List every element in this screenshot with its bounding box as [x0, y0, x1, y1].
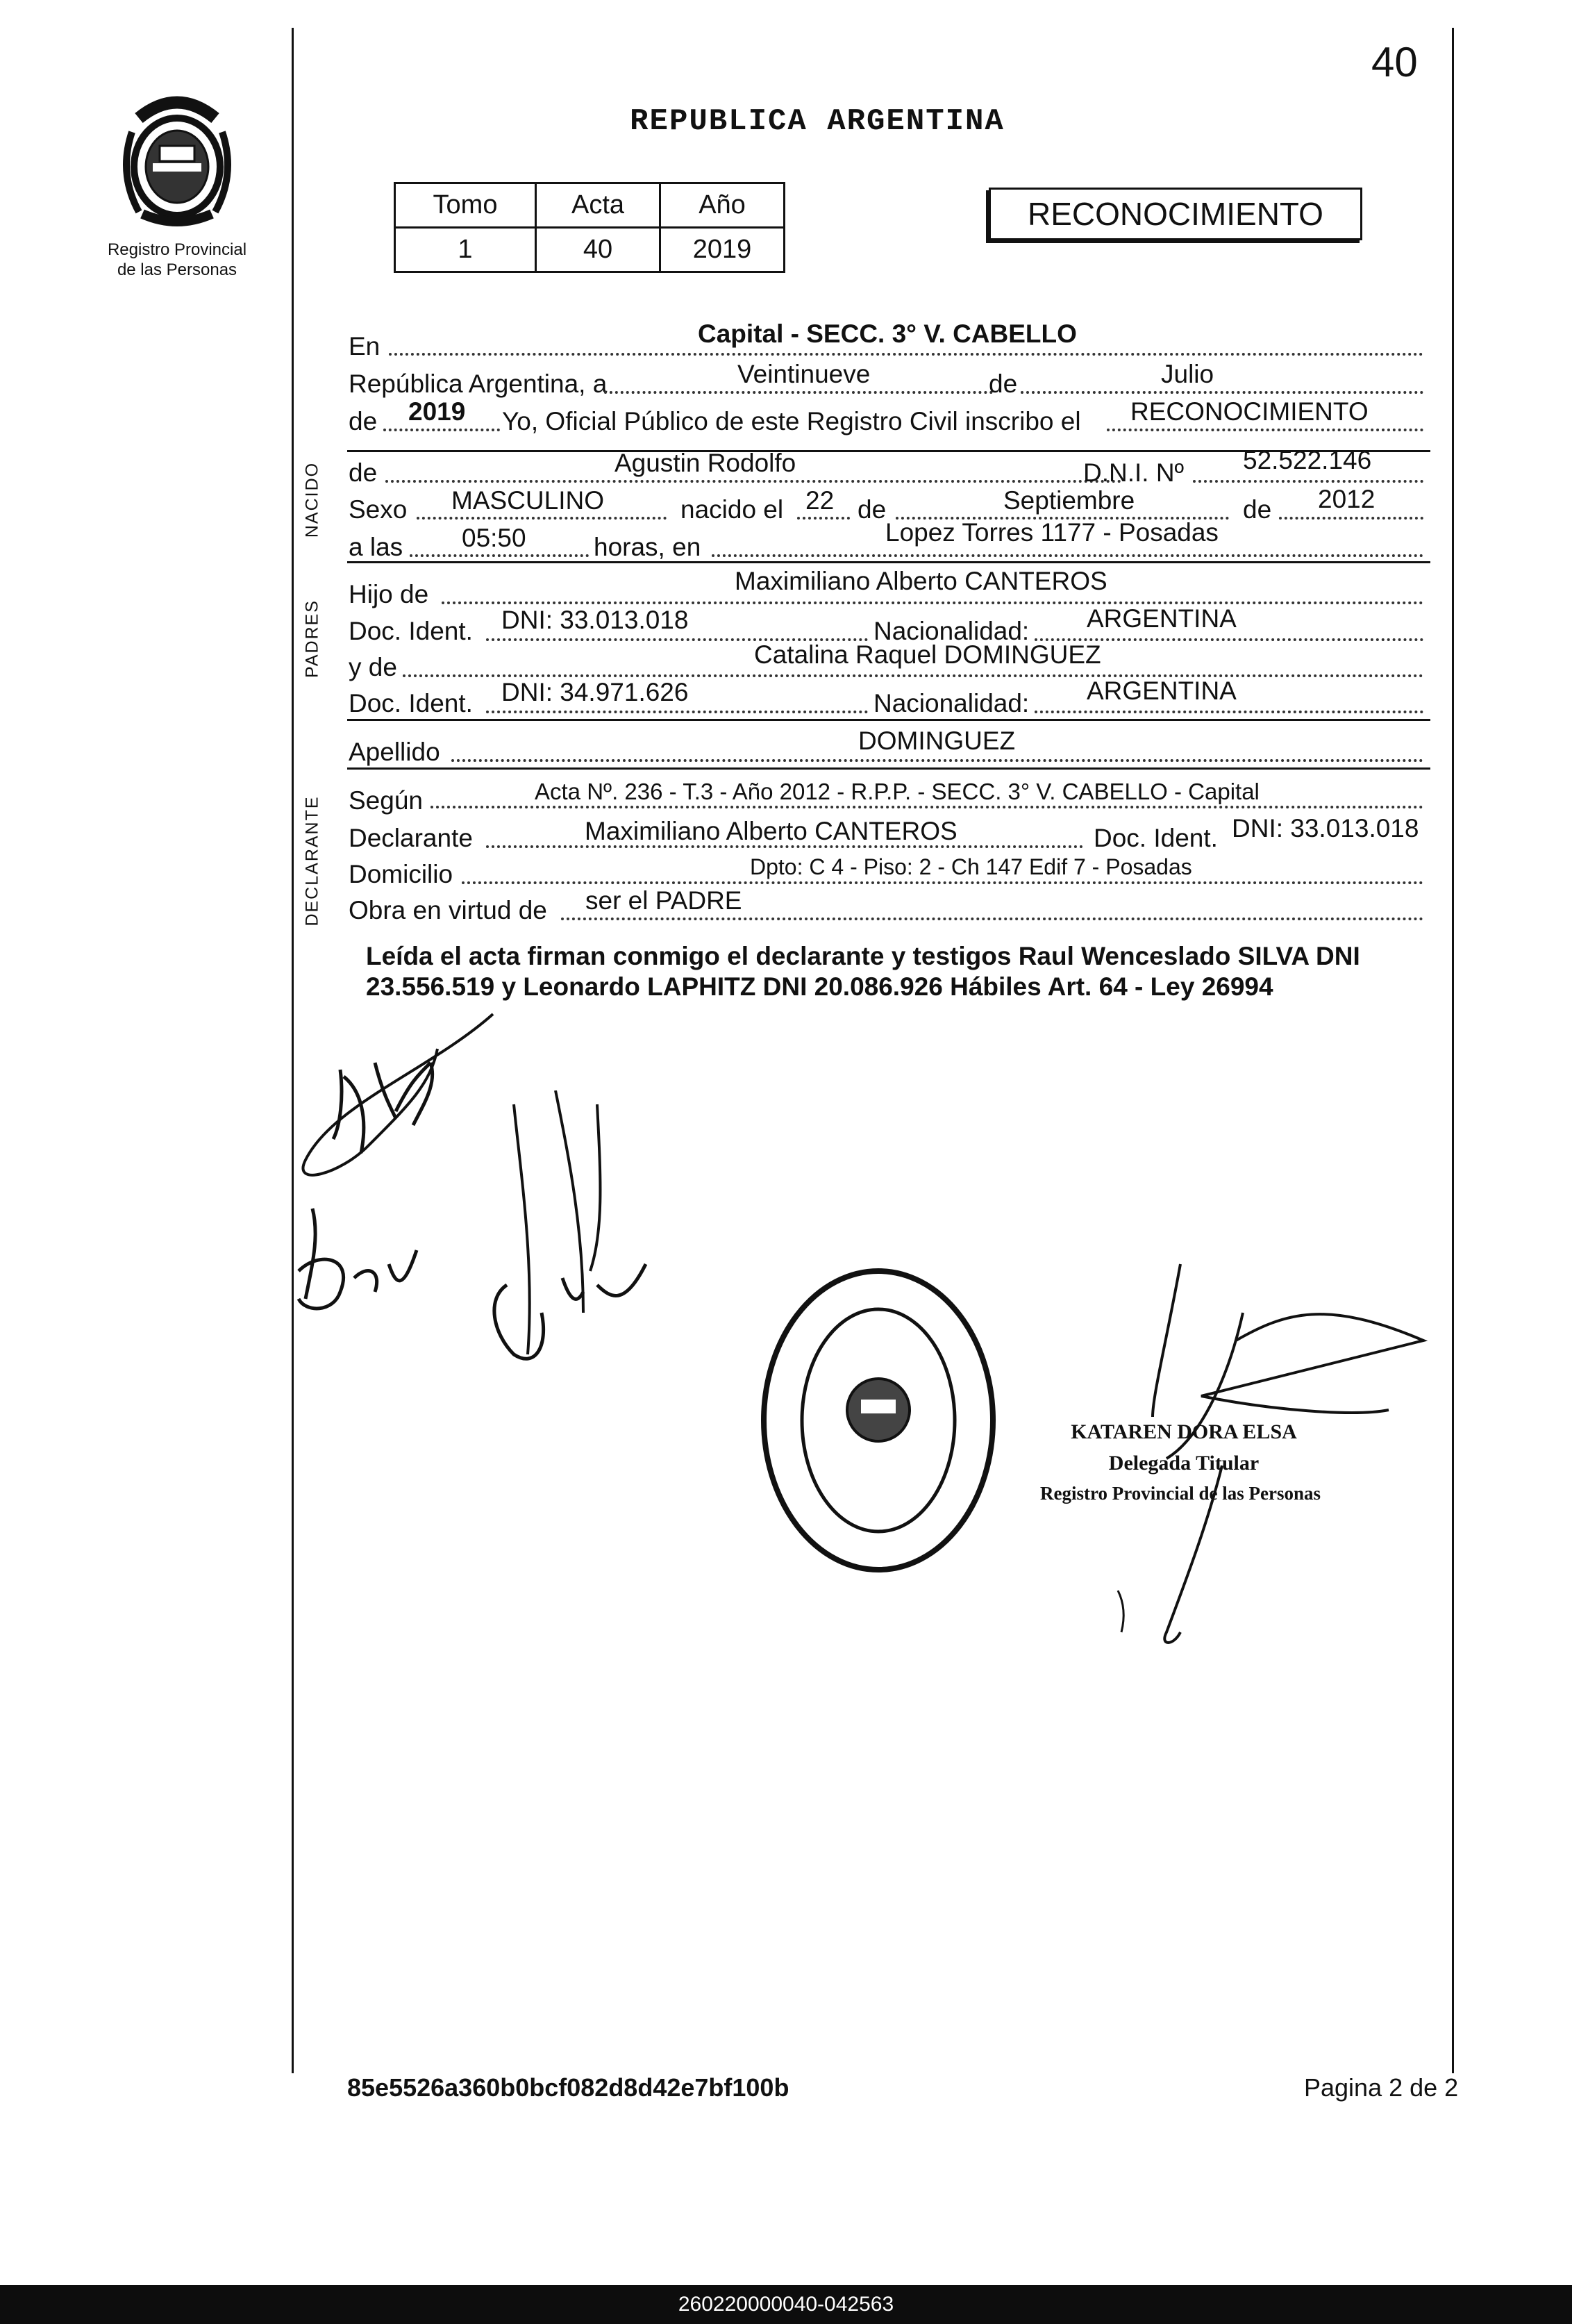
section-divider: [347, 561, 1430, 563]
label-hijo-de: Hijo de: [349, 580, 429, 608]
value-padre-nac: ARGENTINA: [1087, 604, 1237, 633]
dotted-line: [1035, 711, 1423, 713]
dotted-line: [797, 517, 850, 520]
dotted-line: [403, 674, 1423, 677]
label-declarante: Declarante: [349, 824, 473, 852]
label-sexo: Sexo: [349, 495, 408, 524]
right-margin-line: [1452, 28, 1454, 2073]
record-table: [394, 182, 785, 273]
label-doc-madre: Doc. Ident.: [349, 689, 473, 717]
label-doc-declarante: Doc. Ident.: [1094, 824, 1218, 852]
dotted-line: [389, 353, 1423, 356]
side-label-nacido: NACIDO: [302, 461, 322, 538]
label-de-anio: de: [1243, 495, 1272, 524]
label-doc-padre: Doc. Ident.: [349, 617, 473, 645]
official-org: Registro Provincial de las Personas: [1040, 1483, 1321, 1504]
side-label-padres: PADRES: [302, 599, 322, 678]
side-label-declarante: DECLARANTE: [302, 795, 322, 927]
value-anio-acto: 2019: [408, 397, 466, 426]
value-apellido: DOMINGUEZ: [858, 727, 1016, 755]
value-dia: Veintinueve: [737, 360, 871, 388]
value-dni: 52.522.146: [1243, 446, 1372, 474]
label-domicilio: Domicilio: [349, 860, 453, 888]
value-domicilio: Dpto: C 4 - Piso: 2 - Ch 147 Edif 7 - Posadas: [750, 854, 1192, 879]
label-segun: Según: [349, 786, 423, 815]
value-madre: Catalina Raquel DOMINGUEZ: [754, 640, 1101, 669]
dotted-line: [383, 429, 500, 431]
dotted-line: [1107, 429, 1423, 431]
dotted-line: [430, 806, 1423, 808]
value-tomo: 1: [395, 228, 536, 272]
signature-witness-2: [285, 1195, 437, 1334]
official-seal: [746, 1250, 1010, 1591]
value-anio: 2019: [660, 228, 785, 272]
value-padre-doc: DNI: 33.013.018: [501, 606, 689, 634]
official-title: Delegada Titular: [1108, 1452, 1260, 1475]
label-nac-padre: Nacionalidad:: [873, 617, 1030, 645]
dotted-line: [486, 711, 868, 713]
dotted-line: [462, 881, 1423, 884]
dotted-line: [385, 480, 1121, 483]
value-lugar: Capital - SECC. 3° V. CABELLO: [698, 319, 1077, 348]
value-nac-anio: 2012: [1318, 485, 1376, 513]
label-horas-en: horas, en: [594, 533, 701, 561]
footer-code-bar: [0, 2285, 1572, 2324]
label-a-las: a las: [349, 533, 403, 561]
value-segun: Acta Nº. 236 - T.3 - Año 2012 - R.P.P. - SECC. 3° V. CABELLO - Capital: [535, 779, 1260, 804]
document-title: REPUBLICA ARGENTINA: [630, 104, 1005, 139]
record-type-box: RECONOCIMIENTO: [989, 188, 1362, 240]
value-madre-doc: DNI: 34.971.626: [501, 678, 689, 706]
label-nac-madre: Nacionalidad:: [873, 689, 1030, 717]
label-de: de: [989, 370, 1018, 398]
footer-code: 260220000040-042563: [678, 2293, 894, 2316]
label-de2: de: [349, 407, 378, 435]
dotted-line: [442, 601, 1423, 604]
page-indicator: Pagina 2 de 2: [1304, 2073, 1459, 2102]
value-hora: 05:50: [462, 524, 526, 552]
dotted-line: [1279, 517, 1423, 520]
value-sexo: MASCULINO: [451, 486, 604, 515]
registry-label: [76, 240, 278, 280]
official-name: KATAREN DORA ELSA: [1071, 1420, 1297, 1443]
dotted-line: [410, 554, 589, 557]
dotted-line: [604, 391, 993, 394]
dotted-line: [417, 517, 667, 520]
registry-label-line1: Registro Provincial: [107, 240, 247, 259]
value-acta: 40: [536, 228, 660, 272]
label-apellido: Apellido: [349, 738, 440, 766]
header-tomo: Tomo: [395, 183, 536, 228]
label-obra: Obra en virtud de: [349, 896, 547, 924]
value-madre-nac: ARGENTINA: [1087, 677, 1237, 705]
header-anio: Año: [660, 183, 785, 228]
closing-paragraph: Leída el acta firman conmigo el declarante y testigos Raul Wenceslado SILVA DNI 23.556.519 y Leonardo LAPHITZ DNI 20.086.926 Hábiles Art. 64 - Ley 26994: [366, 942, 1360, 1001]
label-de-nombre: de: [349, 458, 378, 487]
label-yo: Yo, Oficial Público de este Registro Civil inscribo el: [502, 407, 1081, 435]
label-republica: República Argentina, a: [349, 370, 608, 398]
value-declarante-doc: DNI: 33.013.018: [1232, 814, 1419, 843]
label-de-mes: de: [858, 495, 887, 524]
value-padre: Maximiliano Alberto CANTEROS: [735, 567, 1107, 595]
value-lugar-nac: Lopez Torres 1177 - Posadas: [885, 518, 1219, 547]
label-nacido-el: nacido el: [680, 495, 784, 524]
dotted-line: [561, 918, 1423, 920]
registry-label-line2: de las Personas: [117, 260, 237, 279]
dotted-line: [1021, 391, 1423, 394]
value-nac-mes: Septiembre: [1003, 486, 1135, 515]
section-divider: [347, 719, 1430, 721]
header-acta: Acta: [536, 183, 660, 228]
label-y-de: y de: [349, 653, 397, 681]
value-acto: RECONOCIMIENTO: [1130, 397, 1369, 426]
dotted-line: [451, 759, 1423, 762]
value-mes: Julio: [1161, 360, 1214, 388]
dotted-line: [712, 554, 1423, 557]
page-number: 40: [1371, 39, 1418, 85]
signature-declarante: [479, 1090, 660, 1382]
section-divider: [347, 767, 1430, 770]
value-declarante: Maximiliano Alberto CANTEROS: [585, 817, 958, 845]
dotted-line: [1193, 480, 1423, 483]
label-en: En: [349, 332, 381, 360]
label-dni: D.N.I. Nº: [1083, 458, 1185, 487]
value-nombre: Agustin Rodolfo: [614, 449, 796, 477]
value-obra: ser el PADRE: [585, 886, 742, 915]
value-nac-dia: 22: [805, 486, 835, 515]
document-hash: 85e5526a360b0bcf082d8d42e7bf100b: [347, 2073, 789, 2102]
misiones-coat-of-arms-icon: [111, 90, 243, 229]
